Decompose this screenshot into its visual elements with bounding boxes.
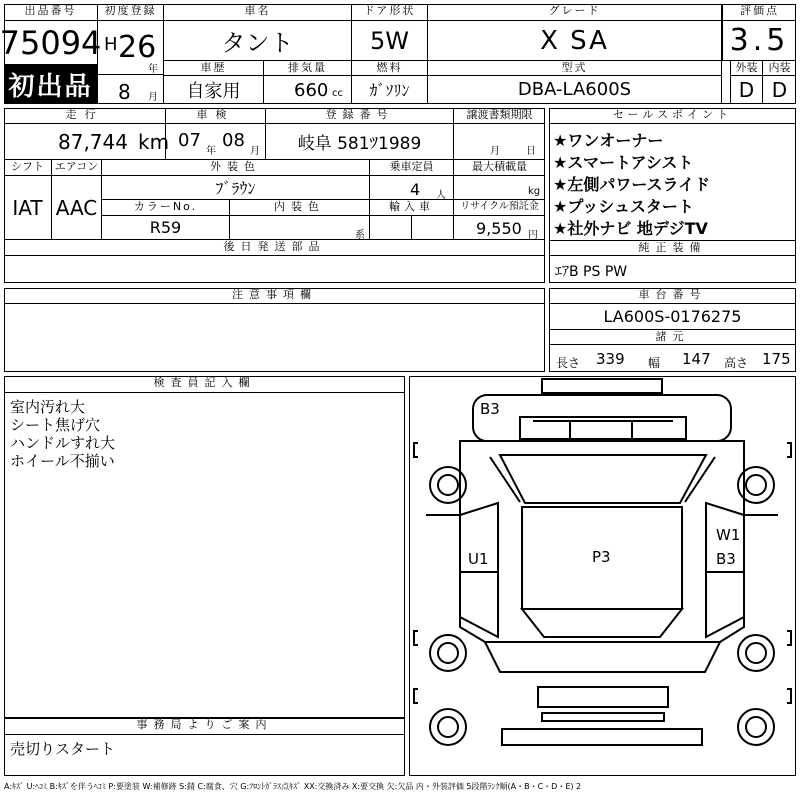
max-load-unit: kg [528, 186, 541, 197]
int-color-unit: 系 [355, 230, 365, 241]
car-name: タント [164, 21, 352, 61]
mileage-unit: km [138, 130, 170, 154]
grade: X SA [428, 21, 722, 61]
inspector-line: シート焦げ穴 [10, 416, 101, 434]
reg-year: 26 [118, 30, 157, 65]
damage-mark: P3 [592, 548, 611, 566]
int-color-cell [230, 216, 370, 240]
inspector-line: ハンドルすれ大 [10, 434, 116, 452]
month-unit: 月 [148, 92, 158, 103]
height: 175 [762, 350, 791, 368]
sales-points-label: セールスポイント [549, 108, 796, 124]
model-code: DBA-LA600S [428, 76, 722, 104]
interior-label: 内装 [763, 61, 796, 76]
model-code-label: 型式 [428, 61, 722, 76]
inspector-line: ホイール不揃い [10, 452, 115, 470]
color-no: R59 [102, 216, 230, 240]
score-label: 評価点 [722, 4, 796, 21]
inspector-line: 室内汚れ大 [10, 398, 86, 416]
recycle-label: リサイクル預託金 [454, 200, 545, 216]
length: 339 [596, 350, 625, 368]
era: H [104, 34, 118, 55]
sales-point-item: ★ワンオーナー [553, 131, 664, 150]
displacement: 660 [294, 80, 329, 101]
inspection-label: 車検 [166, 108, 266, 124]
plate: 岐阜 581ﾂ1989 [266, 124, 454, 160]
damage-mark: U1 [468, 550, 489, 568]
car-outline [410, 377, 795, 775]
inspector-label: 検査員記入欄 [4, 376, 405, 393]
ac: AAC [52, 176, 102, 240]
fuel: ｶﾞｿﾘﾝ [352, 76, 428, 104]
length-label: 長さ [556, 356, 581, 370]
import-cell-b [412, 216, 454, 240]
color-no-label: カラーNo. [102, 200, 230, 216]
lot-number: 75094 [4, 21, 98, 65]
legend-footer: A:ｷｽﾞ U:ﾍｺﾐ B:ｷｽﾞを伴うﾍｺﾐ P:要塗装 W:補修跡 S:錆 C:腐食、穴 G:ﾌﾛﾝﾄｶﾞﾗｽ点ｷｽﾞ XX:交換済み X:要交換 欠:欠品 内・外装評価 5段階ﾗﾝｸ順(A・B・C・D・E) 2 [4, 782, 582, 791]
exterior-grade: D [730, 76, 763, 104]
height-label: 高さ [724, 356, 749, 370]
import-cell-a [370, 216, 412, 240]
width-label: 幅 [648, 356, 661, 370]
reg-month: 8 [118, 80, 131, 104]
recycle-unit: 円 [528, 230, 538, 241]
equipment-label: 純正装備 [549, 240, 796, 256]
chassis-label: 車台番号 [549, 288, 796, 304]
damage-mark: B3 [716, 550, 736, 568]
notes-label: 注意事項欄 [4, 288, 545, 304]
score: 3.5 [722, 21, 796, 61]
damage-mark: W1 [716, 526, 741, 544]
ext-color: ﾌﾞﾗｳﾝ [102, 176, 370, 200]
damage-mark: B3 [480, 400, 500, 418]
history: 自家用 [164, 76, 264, 104]
ext-color-label: 外装色 [102, 160, 370, 176]
import-label: 輸入車 [370, 200, 454, 216]
year-unit: 年 [148, 64, 158, 75]
plate-label: 登録番号 [266, 108, 454, 124]
width: 147 [682, 350, 711, 368]
office-label: 事務局よりご案内 [4, 718, 405, 735]
recycle: 9,550 [476, 219, 522, 238]
equipment: ｴｱB PS PW [555, 264, 628, 280]
transfer-month-unit: 月 [490, 146, 500, 157]
sales-point-item: ★プッシュスタート [553, 197, 694, 216]
sales-point-item: ★社外ナビ 地デジTV [553, 219, 708, 238]
grade-label: グレード [428, 4, 722, 21]
sales-point-item: ★左側パワースライド [553, 175, 711, 194]
capacity-unit: 人 [436, 190, 446, 201]
sales-point-item: ★スマートアシスト [553, 153, 694, 172]
car-diagram [409, 376, 796, 776]
office-text: 売切りスタート [10, 740, 116, 758]
insp-month: 08 [222, 130, 245, 151]
lot-label: 出品番号 [4, 4, 98, 21]
car-name-label: 車名 [164, 4, 352, 21]
transfer-day-unit: 日 [526, 146, 536, 157]
first-reg-label: 初度登録 [98, 4, 164, 21]
int-color-label: 内装色 [230, 200, 370, 216]
door-label: ドア形状 [352, 4, 428, 21]
displacement-label: 排気量 [264, 61, 352, 76]
first-listing-badge: 初出品 [4, 65, 98, 104]
insp-year-unit: 年 [206, 146, 216, 157]
interior-grade: D [763, 76, 796, 104]
dimensions-label: 諸元 [549, 330, 796, 345]
capacity-label: 乗車定員 [370, 160, 454, 176]
later-parts-label: 後日発送部品 [4, 240, 545, 256]
ac-label: エアコン [52, 160, 102, 176]
transfer-label: 譲渡書類期限 [454, 108, 545, 124]
shift-label: シフト [4, 160, 52, 176]
capacity: 4 [410, 180, 421, 199]
door-type: 5W [352, 21, 428, 61]
exterior-label: 外装 [730, 61, 763, 76]
mileage: 87,744 [58, 130, 128, 154]
shift: IAT [4, 176, 52, 240]
fuel-label: 燃料 [352, 61, 428, 76]
chassis-number: LA600S-0176275 [549, 304, 796, 330]
mileage-label: 走行 [4, 108, 166, 124]
max-load-label: 最大積載量 [454, 160, 545, 176]
insp-month-unit: 月 [250, 146, 260, 157]
displacement-unit: cc [332, 88, 343, 99]
history-label: 車歴 [164, 61, 264, 76]
insp-year: 07 [178, 130, 201, 151]
